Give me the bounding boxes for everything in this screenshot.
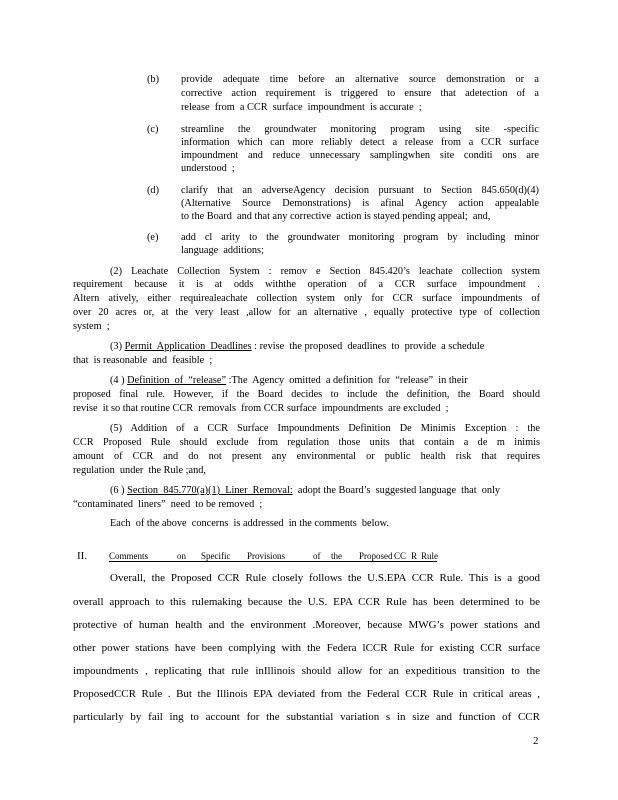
heading-word: Comments — [109, 551, 149, 561]
paragraph-line: Overall, the Proposed CCR Rule closely follows the U.S.EPA CCR Rule. This is a good — [110, 572, 540, 584]
heading-word: Rule — [421, 551, 438, 561]
list-line: language additions; — [181, 245, 264, 256]
list-line: understood ; — [181, 163, 235, 174]
paragraph-line: amount of CCR and do not present any environmental or public health risk that requires — [73, 451, 540, 462]
heading-word: Specific — [201, 551, 231, 561]
paragraph-line: overall approach to this rulemaking because the U.S. EPA CCR Rule has been determined to be — [73, 596, 540, 608]
heading-word: R — [411, 551, 418, 561]
section-number: II. — [77, 550, 88, 562]
paragraph-line: other power stations have been complying with the Federa lCCR Rule for existing CCR surface — [73, 642, 540, 654]
heading-word: the — [331, 551, 342, 561]
item-title: Definition of “release” — [127, 375, 227, 386]
item-title: Permit Application Deadlines — [124, 341, 252, 352]
item-number: (3) — [110, 341, 125, 352]
paragraph-line — [110, 484, 500, 497]
list-line: add cl arity to the groundwater monitoring program by including minor — [181, 232, 539, 243]
paragraph-line: “contaminated liners” need to be removed ; — [73, 499, 263, 510]
paragraph-line: ProposedCCR Rule . But the Illinois EPA deviated from the Federal CCR Rule in critical areas , — [73, 688, 540, 700]
item-number: (4 ) — [110, 375, 128, 386]
closing-sentence: Each of the above concerns is addressed in the comments below. — [110, 518, 389, 529]
heading-word: Provisions — [247, 551, 286, 561]
paragraph-line — [110, 340, 484, 353]
paragraph-line: (2) Leachate Collection System : remov e Section 845.420’s leachate collection system — [110, 266, 540, 277]
item-number: (6 ) — [110, 485, 128, 496]
list-line: corrective action requirement is triggered to ensure that adetection of a — [181, 88, 539, 99]
paragraph-line: protective of human health and the environment .Moreover, because MWG’s power stations and — [73, 619, 540, 631]
item-text: adopt the Board’s suggested language that only — [292, 485, 501, 496]
section-heading — [77, 549, 437, 563]
list-label: (d) — [147, 185, 160, 196]
item-text: :The Agency omitted a definition for “release” in their — [226, 375, 468, 386]
paragraph-line: requirement because it is at odds withthe operation of a CCR surface impoundment . — [73, 279, 540, 290]
list-line: streamline the groundwater monitoring program using site -specific — [181, 124, 539, 135]
paragraph-line: proposed final rule. However, if the Board decides to include the definition, the Board should — [73, 389, 540, 400]
paragraph-line: regulation under the Rule ;and, — [73, 465, 206, 476]
paragraph-line: that is reasonable and feasible ; — [73, 355, 213, 366]
page-number: 2 — [533, 735, 539, 747]
paragraph-line — [110, 374, 468, 387]
heading-underline — [109, 561, 437, 562]
paragraph-line: Altern atively, either requirealeachate collection system only for CCR surface impoundments of — [73, 293, 540, 304]
heading-word: on — [177, 551, 186, 561]
list-line: release from a CCR surface impoundment is accurate ; — [181, 102, 422, 113]
heading-word: Proposed — [359, 551, 393, 561]
list-line: impoundment and reduce unnecessary samplingwhen site conditi ons are — [181, 150, 539, 161]
paragraph-line: impoundments , replicating that rule inIllinois should allow for an expeditious transition to the — [73, 665, 540, 677]
paragraph-line: CCR Proposed Rule should exclude from regulation those units that contain a de m inimis — [73, 437, 540, 448]
paragraph-line: over 20 acres or, at the very least ,allow for an alternative , equally protective type of collection — [73, 307, 540, 318]
paragraph-line: (5) Addition of a CCR Surface Impoundments Definition De Minimis Exception : the — [110, 423, 540, 434]
item-text: : revise the proposed deadlines to provide a schedule — [251, 341, 485, 352]
list-label: (c) — [147, 124, 159, 135]
heading-word: of — [313, 551, 321, 561]
paragraph-line: particularly by fail ing to account for the substantial variation s in size and function of CCR — [73, 711, 540, 723]
paragraph-line: revise it so that routine CCR removals from CCR surface impoundments are excluded ; — [73, 403, 449, 414]
heading-word: CC — [394, 551, 407, 561]
paragraph-line: system ; — [73, 321, 110, 332]
list-label: (b) — [147, 74, 160, 85]
list-line: to the Board and that any corrective action is stayed pending appeal; and, — [181, 211, 491, 222]
list-line: (Alternative Source Demonstrations) is afinal Agency action appealable — [181, 198, 539, 209]
list-line: information which can more reliably detect a release from a CCR surface — [181, 137, 539, 148]
item-title: Section 845.770(a)(1) Liner Removal: — [127, 485, 293, 496]
list-label: (e) — [147, 232, 159, 243]
list-line: clarify that an adverseAgency decision pursuant to Section 845.650(d)(4) — [181, 185, 539, 196]
list-line: provide adequate time before an alternative source demonstration or a — [181, 74, 539, 85]
